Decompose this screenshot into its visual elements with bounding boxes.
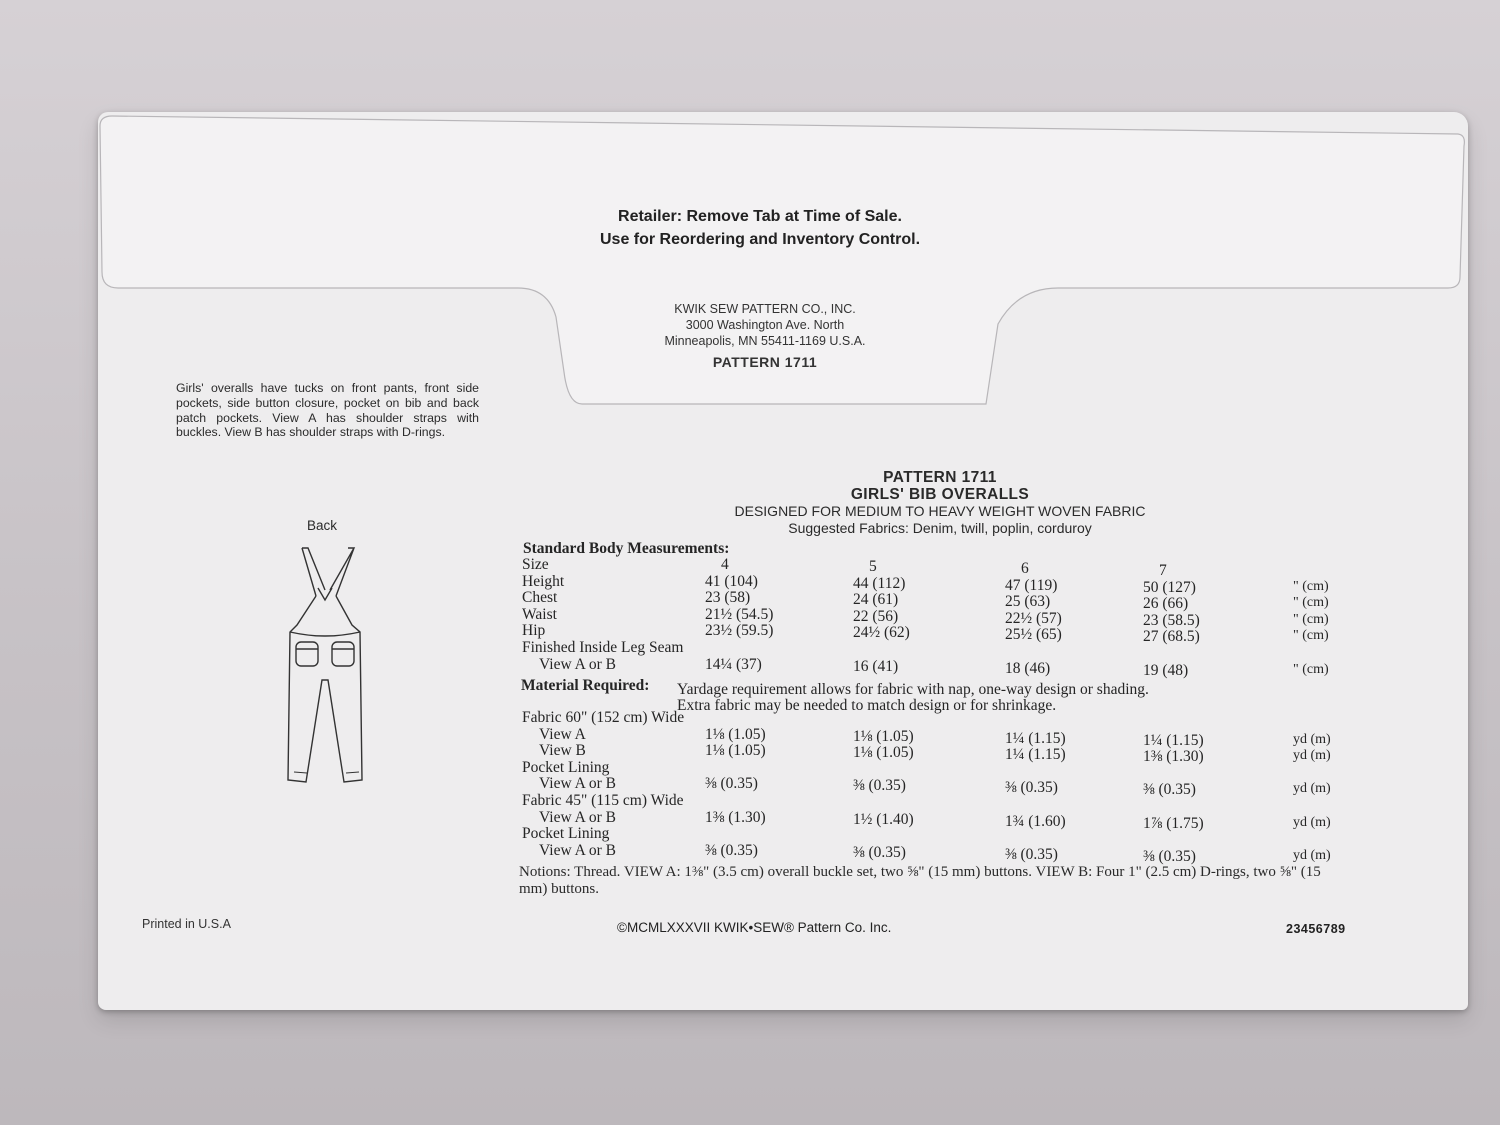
spec-row-label: Pocket Lining xyxy=(522,758,610,776)
spec-value-size-7: 1⅞ (1.75) xyxy=(1143,814,1204,832)
retailer-line-1: Retailer: Remove Tab at Time of Sale. xyxy=(618,208,902,225)
spec-value-size-4: 1⅛ (1.05) xyxy=(705,742,766,760)
spec-value-size-4: ⅜ (0.35) xyxy=(705,775,758,793)
spec-row xyxy=(0,725,1331,749)
spec-row-label: Finished Inside Leg Seam xyxy=(522,639,684,656)
spec-value-size-4: 23 (58) xyxy=(705,589,751,607)
spec-row xyxy=(0,556,1167,579)
material-note-line-1: Yardage requirement allows for fabric with nap, one-way design or shading. xyxy=(677,681,1149,698)
spec-row xyxy=(0,572,1329,596)
spec-value-size-5: 1½ (1.40) xyxy=(853,810,914,828)
spec-value-size-6: 6 xyxy=(1021,560,1029,577)
notions-text: Notions: Thread. VIEW A: 1⅜" (3.5 cm) overall buckle set, two ⅝" (15 mm) buttons. VIEW B: Four 1" (2.5 cm) D-rings, two ⅝" (15 mm) buttons. xyxy=(519,864,1321,897)
product-code: 23456789 xyxy=(1286,922,1346,936)
spec-value-size-7: 19 (48) xyxy=(1143,661,1189,679)
company-name: KWIK SEW PATTERN CO., INC. xyxy=(674,302,856,316)
spec-unit: yd (m) xyxy=(1293,814,1331,830)
spec-row xyxy=(0,622,1329,646)
spec-row xyxy=(0,775,1331,799)
spec-row-label: View A or B xyxy=(539,655,617,673)
material-note-line-2: Extra fabric may be needed to match design or for shrinkage. xyxy=(677,697,1057,714)
spec-value-size-5: 5 xyxy=(869,558,877,575)
spec-value-size-4: 4 xyxy=(721,556,729,573)
spec-value-size-7: 27 (68.5) xyxy=(1143,628,1200,646)
spec-value-size-6: 1¼ (1.15) xyxy=(1005,746,1066,764)
spec-row xyxy=(0,589,1329,613)
spec-unit: " (cm) xyxy=(1293,578,1329,594)
printed-in-usa: Printed in U.S.A xyxy=(142,917,231,931)
spec-row xyxy=(0,655,1329,679)
material-title: Material Required: xyxy=(521,677,650,694)
spec-value-size-6: 22½ (57) xyxy=(1005,609,1062,627)
spec-row-label: View B xyxy=(539,742,586,760)
company-street: 3000 Washington Ave. North xyxy=(685,318,845,332)
spec-row xyxy=(0,639,900,657)
spec-row xyxy=(0,792,900,810)
spec-row-label: Pocket Lining xyxy=(522,825,610,843)
spec-value-size-4: 21½ (54.5) xyxy=(705,605,774,623)
spec-row-label: View A or B xyxy=(539,841,617,859)
spec-value-size-6: 25½ (65) xyxy=(1005,626,1062,644)
spec-value-size-4: 1⅛ (1.05) xyxy=(705,725,766,743)
spec-value-size-6: ⅜ (0.35) xyxy=(1005,845,1058,863)
spec-value-size-6: 1¾ (1.60) xyxy=(1005,812,1066,830)
spec-value-size-7: 50 (127) xyxy=(1143,578,1196,596)
spec-value-size-7: 7 xyxy=(1159,562,1167,579)
spec-value-size-4: ⅜ (0.35) xyxy=(705,841,758,859)
spec-value-size-6: 1¼ (1.15) xyxy=(1005,729,1066,747)
spec-row-label: Height xyxy=(522,572,565,590)
company-address xyxy=(600,301,930,370)
spec-value-size-6: 47 (119) xyxy=(1005,576,1058,594)
spec-unit: " (cm) xyxy=(1293,611,1329,627)
measurements-title: Standard Body Measurements: xyxy=(523,540,730,557)
spec-row-label: View A or B xyxy=(539,808,617,826)
spec-value-size-7: 1⅜ (1.30) xyxy=(1143,748,1204,766)
spec-unit: " (cm) xyxy=(1293,595,1329,611)
retailer-line-2: Use for Reordering and Inventory Control. xyxy=(599,231,921,248)
spec-value-size-6: 25 (63) xyxy=(1005,593,1051,611)
spec-row-label: View A xyxy=(539,725,586,743)
spec-value-size-5: 16 (41) xyxy=(853,657,899,675)
spec-row-label: Size xyxy=(522,556,549,573)
spec-value-size-6: 18 (46) xyxy=(1005,659,1051,677)
spec-unit: yd (m) xyxy=(1293,847,1331,863)
spec-value-size-5: 44 (112) xyxy=(853,574,906,592)
spec-row xyxy=(0,808,1331,832)
retailer-tab-notice xyxy=(500,205,1020,251)
spec-row xyxy=(0,709,900,727)
spec-value-size-5: 1⅛ (1.05) xyxy=(853,744,914,762)
spec-row-label: Waist xyxy=(522,605,557,623)
spec-value-size-5: 1⅛ (1.05) xyxy=(853,727,914,745)
spec-value-size-7: ⅜ (0.35) xyxy=(1143,781,1196,799)
spec-value-size-4: 41 (104) xyxy=(705,572,758,590)
spec-row xyxy=(0,841,1331,865)
spec-unit: " (cm) xyxy=(1293,628,1329,644)
address-pattern-number: PATTERN 1711 xyxy=(712,354,818,370)
spec-row xyxy=(0,605,1329,629)
spec-row-label: Chest xyxy=(522,589,558,607)
fabric-weight-note: DESIGNED FOR MEDIUM TO HEAVY WEIGHT WOVEN FABRIC xyxy=(734,503,1146,519)
spec-row-label: Fabric 45" (115 cm) Wide xyxy=(522,792,684,809)
spec-unit: yd (m) xyxy=(1293,731,1331,747)
spec-value-size-5: 24½ (62) xyxy=(853,624,910,642)
spec-row xyxy=(0,742,1331,766)
spec-value-size-7: 26 (66) xyxy=(1143,595,1189,613)
pattern-header xyxy=(660,469,1220,536)
spec-unit: " (cm) xyxy=(1293,661,1329,677)
spec-value-size-5: 24 (61) xyxy=(853,591,899,609)
spec-row xyxy=(0,825,900,843)
back-view-label: Back xyxy=(307,518,338,533)
spec-value-size-5: 22 (56) xyxy=(853,607,899,625)
spec-value-size-5: ⅜ (0.35) xyxy=(853,843,906,861)
spec-row-label: Hip xyxy=(522,622,546,640)
spec-value-size-5: ⅜ (0.35) xyxy=(853,777,906,795)
spec-unit: yd (m) xyxy=(1293,781,1331,797)
spec-value-size-7: 1¼ (1.15) xyxy=(1143,731,1204,749)
garment-description: Girls' overalls have tucks on front pants, front side pockets, side button closure, pocket on bib and back patch pockets. View A has shoulder straps with buckles. View B has shoulder straps with D-rings. xyxy=(176,381,479,440)
spec-row-label: View A or B xyxy=(539,775,617,793)
spec-row-label: Fabric 60" (152 cm) Wide xyxy=(522,709,685,726)
pattern-name: GIRLS' BIB OVERALLS xyxy=(850,486,1030,503)
copyright-notice: ©MCMLXXXVII KWIK•SEW® Pattern Co. Inc. xyxy=(617,920,892,935)
pattern-number: PATTERN 1711 xyxy=(883,469,997,486)
company-city: Minneapolis, MN 55411-1169 U.S.A. xyxy=(664,334,866,348)
suggested-fabrics: Suggested Fabrics: Denim, twill, poplin, corduroy xyxy=(788,520,1092,536)
spec-value-size-7: ⅜ (0.35) xyxy=(1143,847,1196,865)
spec-value-size-4: 23½ (59.5) xyxy=(705,622,774,640)
spec-unit: yd (m) xyxy=(1293,748,1331,764)
spec-row xyxy=(0,759,900,777)
spec-value-size-6: ⅜ (0.35) xyxy=(1005,779,1058,797)
spec-value-size-4: 1⅜ (1.30) xyxy=(705,808,766,826)
spec-value-size-4: 14¼ (37) xyxy=(705,655,762,673)
spec-value-size-7: 23 (58.5) xyxy=(1143,611,1200,629)
